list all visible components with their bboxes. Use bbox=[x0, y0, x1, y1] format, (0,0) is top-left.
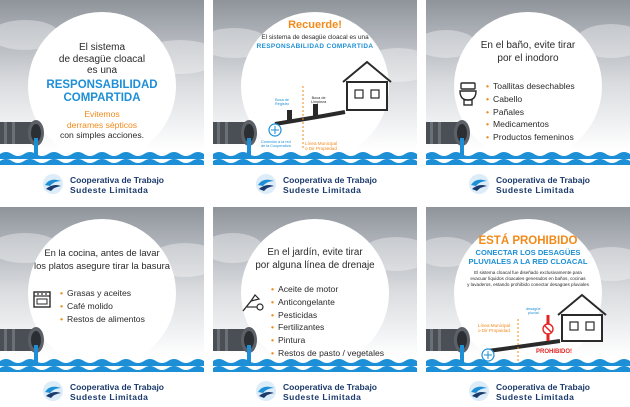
cooperative-footer bbox=[213, 375, 417, 407]
cooperative-logo-icon bbox=[42, 380, 64, 402]
list-item: • Restos de pasto / vegetales bbox=[271, 347, 384, 360]
cooperative-logo-icon bbox=[468, 173, 490, 195]
list-item: • Fertilizantes bbox=[271, 321, 384, 334]
list-item: • Toallitas desechables bbox=[486, 80, 575, 93]
water-waves-icon bbox=[426, 150, 630, 168]
cooperative-name-line2: Sudeste Limitada bbox=[283, 185, 362, 195]
cooperative-footer bbox=[0, 168, 204, 200]
water-waves-icon bbox=[0, 150, 204, 168]
cooperative-name-line1: Cooperativa de Trabajo bbox=[496, 382, 590, 392]
list-item: • Productos femeninos bbox=[486, 131, 575, 144]
list-item: • Grasas y aceites bbox=[60, 287, 145, 300]
cooperative-name-line2: Sudeste Limitada bbox=[70, 185, 149, 195]
remember-line1: El sistema de desagüe cloacal es una bbox=[261, 34, 369, 41]
panel-shared-responsibility bbox=[0, 0, 204, 200]
list-item: • Pañales bbox=[486, 106, 575, 119]
remember-line2: RESPONSABILIDAD COMPARTIDA bbox=[256, 43, 374, 50]
label-boca-limpieza: Boca de Limpieza bbox=[311, 96, 327, 105]
cooperative-footer bbox=[213, 168, 417, 200]
water-waves-icon bbox=[426, 357, 630, 375]
panel-garden bbox=[213, 207, 417, 407]
panel-remember bbox=[213, 0, 417, 200]
label-linea-municipal: Línea Municipal o Dir Propiedad bbox=[478, 323, 511, 334]
avoid-spills-text: Evitemos derrames sépticos con simples acciones. bbox=[59, 109, 145, 140]
cooperative-logo-icon bbox=[255, 173, 277, 195]
label-conexion-red: Conexión a la red de la Cooperativa bbox=[261, 140, 291, 149]
list-item: • Medicamentos bbox=[486, 118, 575, 131]
list-item: • Café molido bbox=[60, 300, 145, 313]
responsibility-headline: RESPONSABILIDAD COMPARTIDA bbox=[46, 79, 158, 104]
garden-tools-icon bbox=[241, 291, 265, 313]
cooperative-footer bbox=[426, 375, 630, 407]
water-waves-icon bbox=[0, 357, 204, 375]
garden-items-list bbox=[271, 283, 384, 360]
cooperative-logo-icon bbox=[255, 380, 277, 402]
cooperative-footer bbox=[426, 168, 630, 200]
prohibited-warning-label: PROHIBIDO! bbox=[536, 349, 572, 355]
list-item: • Aceite de motor bbox=[271, 283, 384, 296]
cooperative-name-line1: Cooperativa de Trabajo bbox=[496, 175, 590, 185]
cooperative-name-line2: Sudeste Limitada bbox=[496, 392, 575, 402]
label-linea-municipal: Línea Municipal o Dir Propiedad bbox=[305, 141, 338, 152]
cooperative-name-line1: Cooperativa de Trabajo bbox=[283, 382, 377, 392]
cooperative-name-line1: Cooperativa de Trabajo bbox=[70, 175, 164, 185]
water-waves-icon bbox=[213, 150, 417, 168]
kitchen-heading: En la cocina, antes de lavar los platos asegure tirar la basura bbox=[33, 247, 170, 271]
list-item: • Cabello bbox=[486, 93, 575, 106]
list-item: • Pintura bbox=[271, 334, 384, 347]
list-item: • Anticongelante bbox=[271, 296, 384, 309]
panel-kitchen bbox=[0, 207, 204, 407]
label-desague-pluvial: desagüe pluvial bbox=[526, 307, 541, 316]
cooperative-logo-icon bbox=[42, 173, 64, 195]
garden-heading: En el jardín, evite tirar por alguna línea de drenaje bbox=[255, 247, 375, 271]
cooperative-name-line1: Cooperativa de Trabajo bbox=[283, 175, 377, 185]
kitchen-items-list bbox=[60, 287, 145, 325]
cooperative-name-line2: Sudeste Limitada bbox=[496, 185, 575, 195]
house-icon bbox=[558, 295, 606, 341]
cooperative-name-line2: Sudeste Limitada bbox=[283, 392, 362, 402]
intro-text: El sistema de desagüe cloacal es una bbox=[58, 42, 146, 76]
label-boca-registro: Boca de Registro bbox=[275, 98, 290, 107]
list-item: • Pesticidas bbox=[271, 309, 384, 322]
list-item: • Restos de alimentos bbox=[60, 313, 145, 326]
cooperative-logo-icon bbox=[468, 380, 490, 402]
panel-prohibited bbox=[426, 207, 630, 407]
panel-bathroom bbox=[426, 0, 630, 200]
toilet-icon bbox=[458, 82, 478, 106]
water-waves-icon bbox=[213, 357, 417, 375]
prohibited-subtitle: CONECTAR LOS DESAGÜES PLUVIALES A LA RED CLOACAL bbox=[468, 248, 588, 266]
cooperative-name-line1: Cooperativa de Trabajo bbox=[70, 382, 164, 392]
cooperative-name-line2: Sudeste Limitada bbox=[70, 392, 149, 402]
prohibited-body: El sistema cloacal fue diseñado exclusivamente para evacuar líquidos cloacales generados en baños, cocinas y lavaderos, estando prohibido conectar desagües pluviales bbox=[467, 270, 589, 287]
prohibited-title: ESTÁ PROHIBIDO bbox=[478, 235, 578, 247]
bathroom-heading: En el baño, evite tirar por el inodoro bbox=[480, 40, 576, 64]
cooperative-footer bbox=[0, 375, 204, 407]
remember-title: Recuerde! bbox=[288, 19, 342, 31]
stove-icon bbox=[32, 289, 52, 309]
house-icon bbox=[343, 62, 391, 110]
bathroom-items-list bbox=[486, 80, 575, 144]
